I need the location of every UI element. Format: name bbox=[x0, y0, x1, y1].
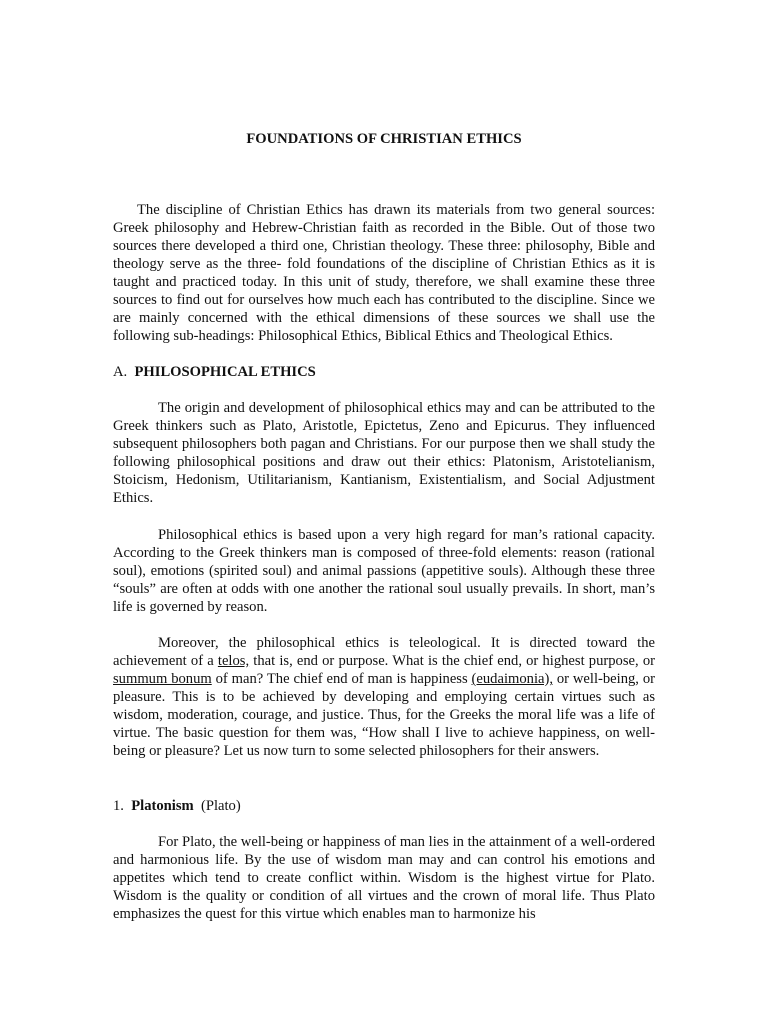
platonism-heading bbox=[113, 797, 655, 815]
section-a-heading bbox=[113, 363, 655, 381]
platonism-title: Platonism bbox=[131, 798, 194, 814]
document-title: FOUNDATIONS OF CHRISTIAN ETHICS bbox=[246, 131, 522, 147]
platonism-paragraph-1: For Plato, the well-being or happiness of man lies in the attainment of a well-ordered and harmonious life. By the use of wisdom man may and can control his emotions and appetites which tend to create conflict within. Wisdom is the highest virtue for Plato. Wisdom is the quality or condition of all virtues and the crown of moral life. Thus Plato emphasizes the quest for this virtue which enables man to harmonize his bbox=[113, 834, 655, 922]
platonism-marker: 1. bbox=[113, 798, 124, 814]
section-a-marker: A. bbox=[113, 364, 128, 380]
platonism-subtitle: (Plato) bbox=[200, 798, 241, 814]
philosophical-ethics-paragraph-2: Philosophical ethics is based upon a very high regard for man’s rational capacity. According to the Greek thinkers man is composed of three-fold elements: reason (rational soul), emotions (spirited soul) and animal passions (appetitive souls). Although these three “souls” are often at odds with one another the rational soul usually prevails. In short, man’s life is governed by reason. bbox=[113, 527, 655, 615]
philosophical-ethics-paragraph-3: Moreover, the philosophical ethics is teleological. It is directed toward the achievement of a telos, that is, end or purpose. What is the chief end, or highest purpose, or summum bonum of man? The chief end of man is happiness (eudaimonia), or well-being, or pleasure. This is to be achieved by developing and employing certain virtues such as wisdom, moderation, courage, and justice. Thus, for the Greeks the moral life was a life of virtue. The basic question for them was, “How shall I live to achieve happiness, on well-being or pleasure? Let us now turn to some selected philosophers for their answers. bbox=[113, 635, 655, 759]
eudaimonia-term: (eudaimonia), bbox=[471, 671, 553, 687]
intro-paragraph: The discipline of Christian Ethics has drawn its materials from two general sources: Greek philosophy and Hebrew-Christian faith as recorded in the Bible. Out of those two sources there developed a third one, Christian theology. These three: philosophy, Bible and theology serve as the three- fold foundations of the discipline of Christian Ethics as it is taught and practiced today. In this unit of study, therefore, we shall examine these three sources to find out for ourselves how much each has contributed to the discipline. Since we are mainly concerned with the ethical dimensions of these sources we shall use the following sub-headings: Philosophical Ethics, Biblical Ethics and Theological Ethics. bbox=[113, 202, 655, 344]
telos-term: telos, bbox=[217, 653, 250, 669]
summum-bonum-term: summum bonum bbox=[113, 671, 212, 687]
philosophical-ethics-paragraph-1: The origin and development of philosophical ethics may and can be attributed to the Greek thinkers such as Plato, Aristotle, Epictetus, Zeno and Epicurus. They influenced subsequent philosophers both pagan and Christians. For our purpose then we shall study the following philosophical positions and draw out their ethics: Platonism, Aristotelianism, Stoicism, Hedonism, Utilitarianism, Kantianism, Existentialism, and Social Adjustment Ethics. bbox=[113, 400, 655, 506]
section-a-title: PHILOSOPHICAL ETHICS bbox=[134, 364, 316, 380]
